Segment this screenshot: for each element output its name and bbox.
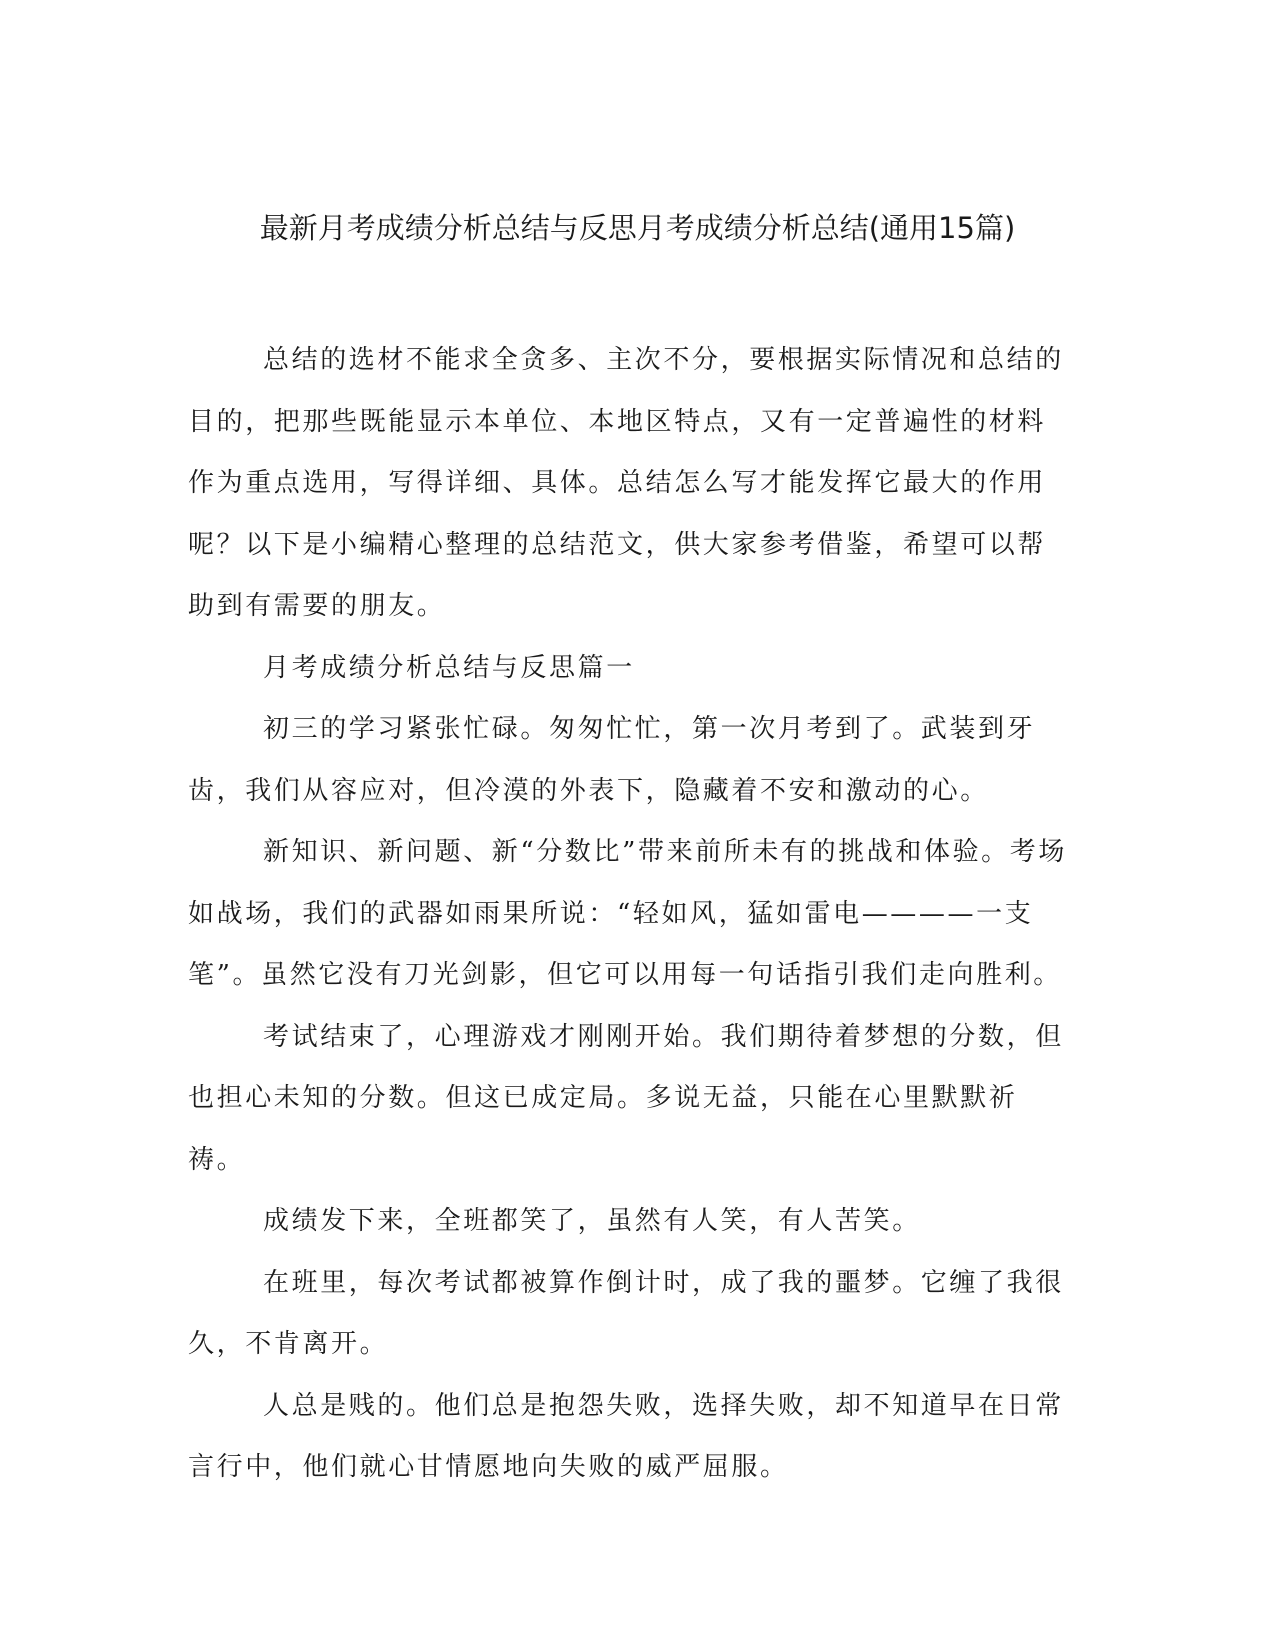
paragraph: 初三的学习紧张忙碌。匆匆忙忙，第一次月考到了。武装到牙齿，我们从容应对，但冷漠的外表下，隐藏着不安和激动的心。: [188, 714, 1036, 806]
section-heading: 月考成绩分析总结与反思篇一: [263, 652, 635, 683]
paragraph: 在班里，每次考试都被算作倒计时，成了我的噩梦。它缠了我很久，不肯离开。: [188, 1267, 1064, 1359]
paragraph: 成绩发下来，全班都笑了，虽然有人笑，有人苦笑。: [263, 1206, 921, 1236]
paragraph: 考试结束了，心理游戏才刚刚开始。我们期待着梦想的分数，但也担心未知的分数。但这已成定局。多说无益，只能在心里默默祈祷。: [188, 1021, 1064, 1175]
paragraph: 新知识、新问题、新“分数比”带来前所未有的挑战和体验。考场如战场，我们的武器如雨果所说：“轻如风，猛如雷电————一支笔”。虽然它没有刀光剑影，但它可以用每一句话指引我们走向胜利。: [188, 837, 1067, 990]
document-body: [188, 330, 1068, 1499]
document-title: 最新月考成绩分析总结与反思月考成绩分析总结(通用15篇): [259, 211, 1016, 245]
paragraph-intro: 总结的选材不能求全贪多、主次不分，要根据实际情况和总结的目的，把那些既能显示本单位、本地区特点，又有一定普遍性的材料作为重点选用，写得详细、具体。总结怎么写才能发挥它最大的作用呢？以下是小编精心整理的总结范文，供大家参考借鉴，希望可以帮助到有需要的朋友。: [188, 345, 1064, 621]
paragraph: 人总是贱的。他们总是抱怨失败，选择失败，却不知道早在日常言行中，他们就心甘情愿地向失败的威严屈服。: [188, 1390, 1064, 1482]
